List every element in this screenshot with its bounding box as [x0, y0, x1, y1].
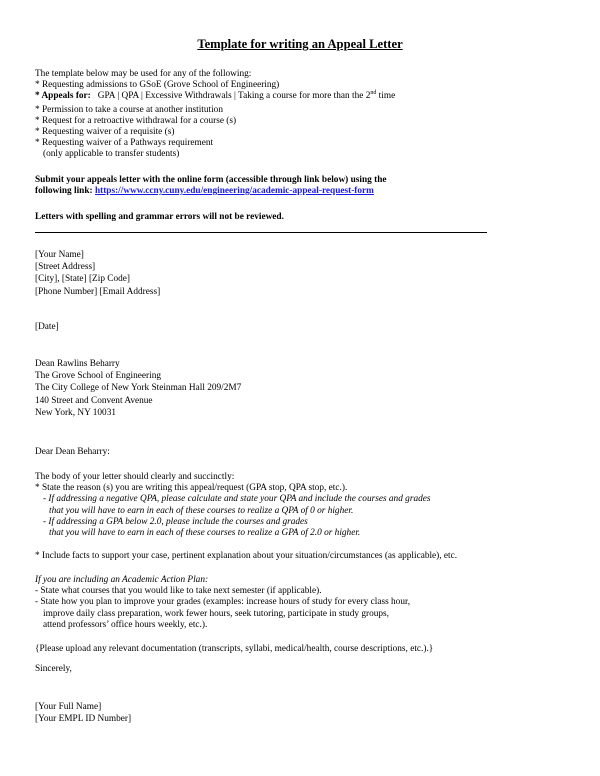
- gpa-instruction: - If addressing a GPA below 2.0, please include the courses and grades: [43, 516, 308, 527]
- sender-line: [Street Address]: [35, 262, 96, 273]
- recipient-line: Dean Rawlins Beharry: [35, 359, 120, 369]
- recipient-address: [35, 358, 575, 419]
- recipient-line: The City College of New York Steinman Hall 209/2M7: [35, 383, 242, 394]
- action-plan-item: - State how you plan to improve your grades (examples: increase hours of study for every class hour,: [35, 597, 411, 608]
- closing: Sincerely,: [35, 664, 72, 674]
- intro-text: The template below may be used for any of the following:: [35, 69, 252, 79]
- warning-text: Letters with spelling and grammar errors will not be reviewed.: [35, 212, 284, 222]
- qpa-instruction-cont: that you will have to earn in each of these courses to realize a QPA of 0 or higher.: [49, 505, 354, 516]
- salutation: Dear Dean Beharry:: [35, 447, 110, 457]
- submit-line-2: [35, 186, 575, 197]
- use-item: * Requesting waiver of a Pathways requirement: [35, 138, 214, 149]
- recipient-line: The Grove School of Engineering: [35, 371, 161, 382]
- appeals-tail: time: [376, 91, 396, 102]
- body-instructions: [35, 472, 575, 539]
- submit-section: [35, 175, 575, 197]
- action-plan-item-cont: attend professors’ office hours weekly, etc.).: [43, 619, 208, 630]
- sender-address: [35, 249, 575, 298]
- qpa-instruction: - If addressing a negative QPA, please calculate and state your QPA and include the courses and grades: [43, 494, 431, 505]
- gpa-instruction-cont: that you will have to earn in each of these courses to realize a GPA of 2.0 or higher.: [49, 528, 361, 539]
- use-item-note: (only applicable to transfer students): [43, 149, 180, 160]
- sender-line: [City], [State] [Zip Code]: [35, 274, 131, 285]
- use-item: * Requesting waiver of a requisite (s): [35, 127, 175, 138]
- use-item: * Permission to take a course at another institution: [35, 104, 223, 115]
- sender-line: [Your Name]: [35, 250, 84, 260]
- appeals-text: GPA | QPA | Excessive Withdrawals | Taking a course for more than the 2: [97, 91, 371, 102]
- appeals-superscript: nd: [370, 90, 377, 97]
- submit-prefix: following link:: [35, 186, 95, 197]
- divider: [35, 232, 487, 233]
- action-plan-section: [35, 575, 575, 631]
- body-state-reason: * State the reason (s) you are writing this appeal/request (GPA stop, QPA stop, etc.).: [35, 483, 348, 494]
- action-plan-item: - State what courses that you would like to take next semester (if applicable).: [35, 586, 322, 597]
- appeals-line: [35, 91, 575, 102]
- use-item: * Request for a retroactive withdrawal for a course (s): [35, 115, 237, 126]
- signature-name: [Your Full Name]: [35, 702, 102, 712]
- use-item: * Requesting admissions to GSoE (Grove School of Engineering): [35, 80, 280, 91]
- action-plan-heading: If you are including an Academic Action Plan:: [35, 575, 209, 585]
- appeals-label: * Appeals for:: [35, 91, 91, 102]
- signature-empl-id: [Your EMPL ID Number]: [35, 714, 132, 725]
- submit-line-1: Submit your appeals letter with the online form (accessible through link below) using the: [35, 175, 387, 185]
- date-placeholder: [Date]: [35, 322, 59, 332]
- action-plan-item-cont: improve daily class preparation, work fewer hours, seek tutoring, participate in study groups,: [43, 608, 389, 619]
- appeal-form-link[interactable]: https://www.ccny.cuny.edu/engineering/academic-appeal-request-form: [94, 186, 374, 197]
- sender-line: [Phone Number] [Email Address]: [35, 286, 161, 297]
- intro-section: [35, 69, 575, 161]
- upload-note: {Please upload any relevant documentation (transcripts, syllabi, medical/health, course descriptions, etc.).}: [35, 644, 434, 654]
- body-facts: * Include facts to support your case, pertinent explanation about your situation/circumstances (as applicable), etc.: [35, 551, 458, 561]
- recipient-line: 140 Street and Convent Avenue: [35, 395, 153, 406]
- body-intro: The body of your letter should clearly and succinctly:: [35, 472, 235, 482]
- recipient-line: New York, NY 10031: [35, 407, 117, 418]
- page-title: Template for writing an Appeal Letter: [197, 37, 403, 51]
- signature-block: [35, 701, 575, 725]
